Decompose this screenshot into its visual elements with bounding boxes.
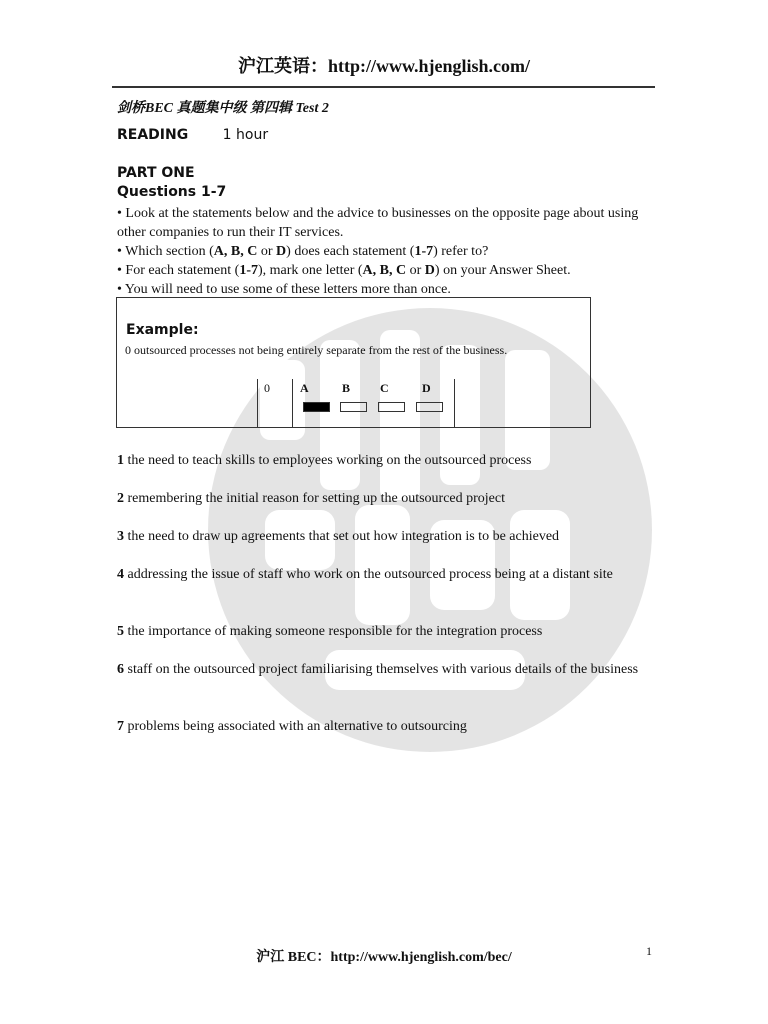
question-item	[117, 660, 652, 679]
example-text: 0 outsourced processes not being entirely separate from the rest of the business.	[125, 343, 508, 357]
instruction-text: ) on your Answer Sheet.	[434, 263, 571, 278]
question-item	[117, 489, 652, 508]
instruction-text: or	[257, 244, 277, 259]
instruction-text: ) does each statement (	[286, 244, 415, 259]
instructions-list	[117, 204, 657, 299]
instruction-item	[117, 204, 657, 242]
instruction-text: 1-7	[239, 263, 258, 278]
header-title: 沪江英语：http://www.hjenglish.com/	[237, 56, 531, 76]
question-text: the importance of making someone responsible for the integration process	[124, 624, 543, 639]
question-number: 3	[117, 529, 124, 544]
footer-text: 沪江 BEC：http://www.hjenglish.com/bec/	[256, 950, 512, 965]
bullet-icon: •	[117, 206, 122, 221]
question-text: addressing the issue of staff who work on the outsourced process being at a distant site	[124, 567, 613, 582]
instruction-item	[117, 261, 657, 280]
question-text: staff on the outsourced project familiarising themselves with various details of the business	[124, 662, 639, 677]
question-item	[117, 717, 652, 736]
question-item	[117, 451, 652, 470]
instruction-text: A, B, C	[213, 244, 258, 259]
question-text: the need to draw up agreements that set out how integration is to be achieved	[124, 529, 560, 544]
question-text: the need to teach skills to employees working on the outsourced process	[124, 453, 532, 468]
question-text: remembering the initial reason for setting up the outsourced project	[124, 491, 505, 506]
question-number: 4	[117, 567, 124, 582]
answer-box-b	[340, 402, 367, 412]
answer-box-d	[416, 402, 443, 412]
option-letter-c: C	[380, 381, 389, 395]
question-number: 1	[117, 453, 124, 468]
question-item	[117, 622, 652, 641]
bullet-icon: •	[117, 244, 122, 259]
document-title: 剑桥BEC 真题集中级 第四辑 Test 2	[117, 101, 329, 116]
example-box	[116, 297, 591, 428]
instruction-text: Look at the statements below and the advice to businesses on the opposite page about using other companies to run their IT services.	[117, 206, 639, 240]
instruction-item	[117, 242, 657, 261]
reading-label: READING	[117, 127, 189, 143]
option-letter-a: A	[300, 381, 309, 395]
bullet-icon: •	[117, 282, 122, 297]
instruction-text: For each statement (	[121, 263, 240, 278]
instruction-text: Which section (	[121, 244, 214, 259]
reading-duration: 1 hour	[222, 127, 269, 143]
question-text: problems being associated with an alternative to outsourcing	[124, 719, 467, 734]
instruction-text: ) refer to?	[433, 244, 489, 259]
answer-grid-divider	[292, 379, 293, 427]
header-divider	[112, 86, 655, 88]
answer-box-c	[378, 402, 405, 412]
instruction-text: or	[406, 263, 425, 278]
question-number: 7	[117, 719, 124, 734]
example-number: 0	[264, 381, 270, 395]
question-item	[117, 565, 652, 584]
question-item	[117, 527, 652, 546]
example-label: Example:	[126, 322, 199, 338]
page-number: 1	[646, 944, 652, 958]
part-title: PART ONE	[117, 165, 195, 181]
option-letter-d: D	[422, 381, 431, 395]
instruction-text: ), mark one letter (	[257, 263, 363, 278]
question-number: 5	[117, 624, 124, 639]
instruction-text: D	[276, 244, 287, 259]
instruction-text: D	[424, 263, 435, 278]
example-answer-grid	[257, 379, 455, 427]
option-letter-b: B	[342, 381, 351, 395]
instruction-text: A, B, C	[362, 263, 407, 278]
questions-range: Questions 1-7	[117, 184, 227, 200]
instruction-text: 1-7	[414, 244, 434, 259]
bullet-icon: •	[117, 263, 122, 278]
question-number: 2	[117, 491, 124, 506]
question-number: 6	[117, 662, 124, 677]
reading-line	[117, 127, 268, 143]
answer-box-a	[303, 402, 330, 412]
instruction-text: You will need to use some of these letters more than once.	[121, 282, 451, 297]
